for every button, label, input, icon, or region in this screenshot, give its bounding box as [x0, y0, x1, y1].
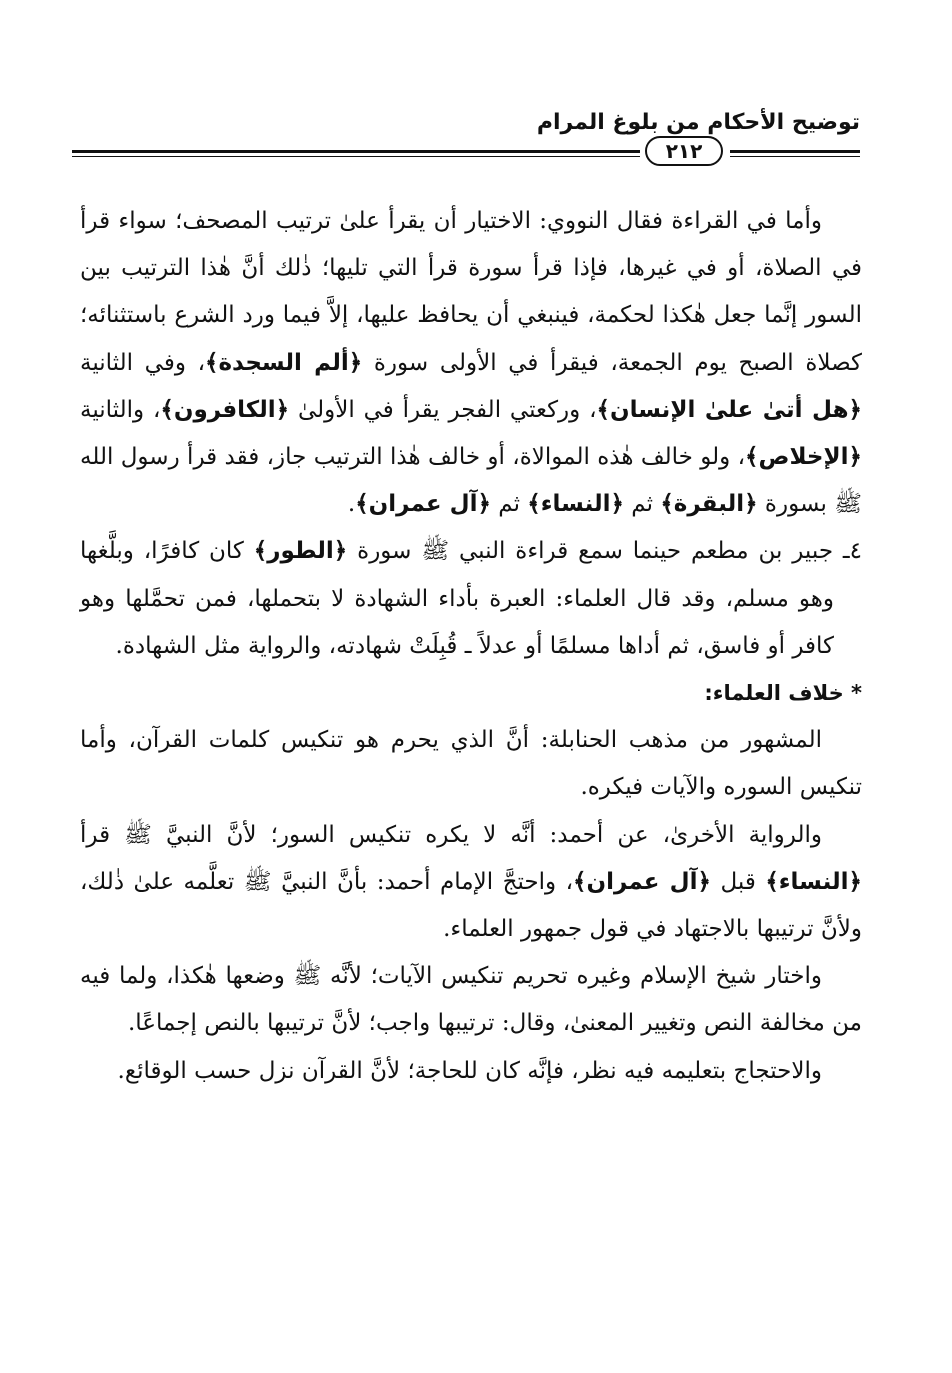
- surah-name: ﴿البقرة﴾: [660, 491, 758, 518]
- text: ، واحتجَّ الإمام أحمد: بأنَّ النبيَّ ﷺ تعلَّمه علىٰ ذٰلك، ولأنَّ ترتيبها بالاجتهاد في قول جمهور العلماء.: [80, 868, 862, 943]
- surah-name: ﴿الطور﴾: [253, 538, 348, 565]
- running-header-title: توضيح الأحكام من بلوغ المرام: [536, 110, 860, 135]
- surah-name: ﴿الإخلاص﴾: [745, 444, 862, 471]
- text: والرواية الأخرىٰ، عن أحمد: أنَّه لا يكره تنكيس السور؛ لأنَّ النبيَّ ﷺ قرأ: [80, 821, 822, 848]
- surah-name: ﴿النساء﴾: [527, 491, 624, 518]
- header-rule-thin: [72, 156, 860, 157]
- numbered-item-4: [80, 528, 862, 670]
- text: كان كافرًا، وبلَّغها وهو مسلم، وقد قال العلماء: العبرة بأداء الشهادة لا بتحملها، فمن تحمَّلها وهو كافر أو فاسق، ثم أداها مسلمًا أو عدلاً ـ قُبِلَتْ شهادته، والرواية مثل الشهادة.: [80, 538, 834, 659]
- text: قبل: [710, 868, 766, 895]
- surah-name: ﴿النساء﴾: [765, 868, 862, 895]
- text: ٤ـ جبير بن مطعم حينما سمع قراءة النبي ﷺ سورة: [347, 538, 862, 565]
- surah-name: ﴿هل أتىٰ علىٰ الإنسان﴾: [596, 396, 862, 423]
- text: ، ولو خالف هٰذه الموالاة، أو خالف هٰذا الترتيب جاز، فقد قرأ رسول الله ﷺ بسورة: [80, 444, 862, 518]
- text: وأما في القراءة فقال النووي: الاختيار أن يقرأ علىٰ ترتيب المصحف؛ سواء قرأ في الصلاة، أو في غيرها، فإذا قرأ سورة قرأ التي تليها؛ ذٰلك أنَّ هٰذا الترتيب بين السور إنَّما جعل هٰكذا لحكمة، فينبغي أن يحافظ عليها، إلاَّ فيما ورد الشرع باستثنائه؛ كصلاة الصبح يوم الجمعة، فيقرأ في الأولى سورة: [80, 208, 862, 376]
- page-number: ٢١٢: [645, 136, 723, 166]
- section-heading: * خلاف العلماء:: [704, 681, 862, 706]
- text: ثم: [490, 491, 528, 518]
- header-rule-thick: [72, 150, 860, 153]
- text: ، وفي الثانية: [80, 349, 205, 376]
- surah-name: ﴿الكافرون﴾: [160, 396, 290, 423]
- page-body: [80, 198, 862, 1095]
- surah-name: ﴿آل عمران﴾: [355, 491, 491, 518]
- surah-name: ﴿ألم السجدة﴾: [205, 349, 363, 376]
- text: ، وركعتي الفجر يقرأ في الأولىٰ: [289, 396, 597, 423]
- surah-name: ﴿آل عمران﴾: [573, 868, 711, 895]
- text: ، والثانية: [80, 396, 161, 423]
- paragraph-ihtijaj: والاحتجاج بتعليمه فيه نظر، فإنَّه كان للحاجة؛ لأنَّ القرآن نزل حسب الوقائع.: [117, 1057, 822, 1084]
- paragraph-ahmad: [80, 812, 862, 954]
- paragraph-shaykh-islam: واختار شيخ الإسلام وغيره تحريم تنكيس الآيات؛ لأنَّه ﷺ وضعها هٰكذا، ولما فيه من مخالفة النص وتغيير المعنىٰ، وقال: ترتيبها واجب؛ لأنَّ ترتيبها بالنص إجماعًا.: [80, 963, 862, 1037]
- text: .: [347, 491, 356, 518]
- paragraph-nawawi: [80, 198, 862, 528]
- text: ثم: [623, 491, 661, 518]
- paragraph-hanabila: المشهور من مذهب الحنابلة: أنَّ الذي يحرم هو تنكيس كلمات القرآن، وأما تنكيس السوره والآيات فيكره.: [80, 727, 862, 801]
